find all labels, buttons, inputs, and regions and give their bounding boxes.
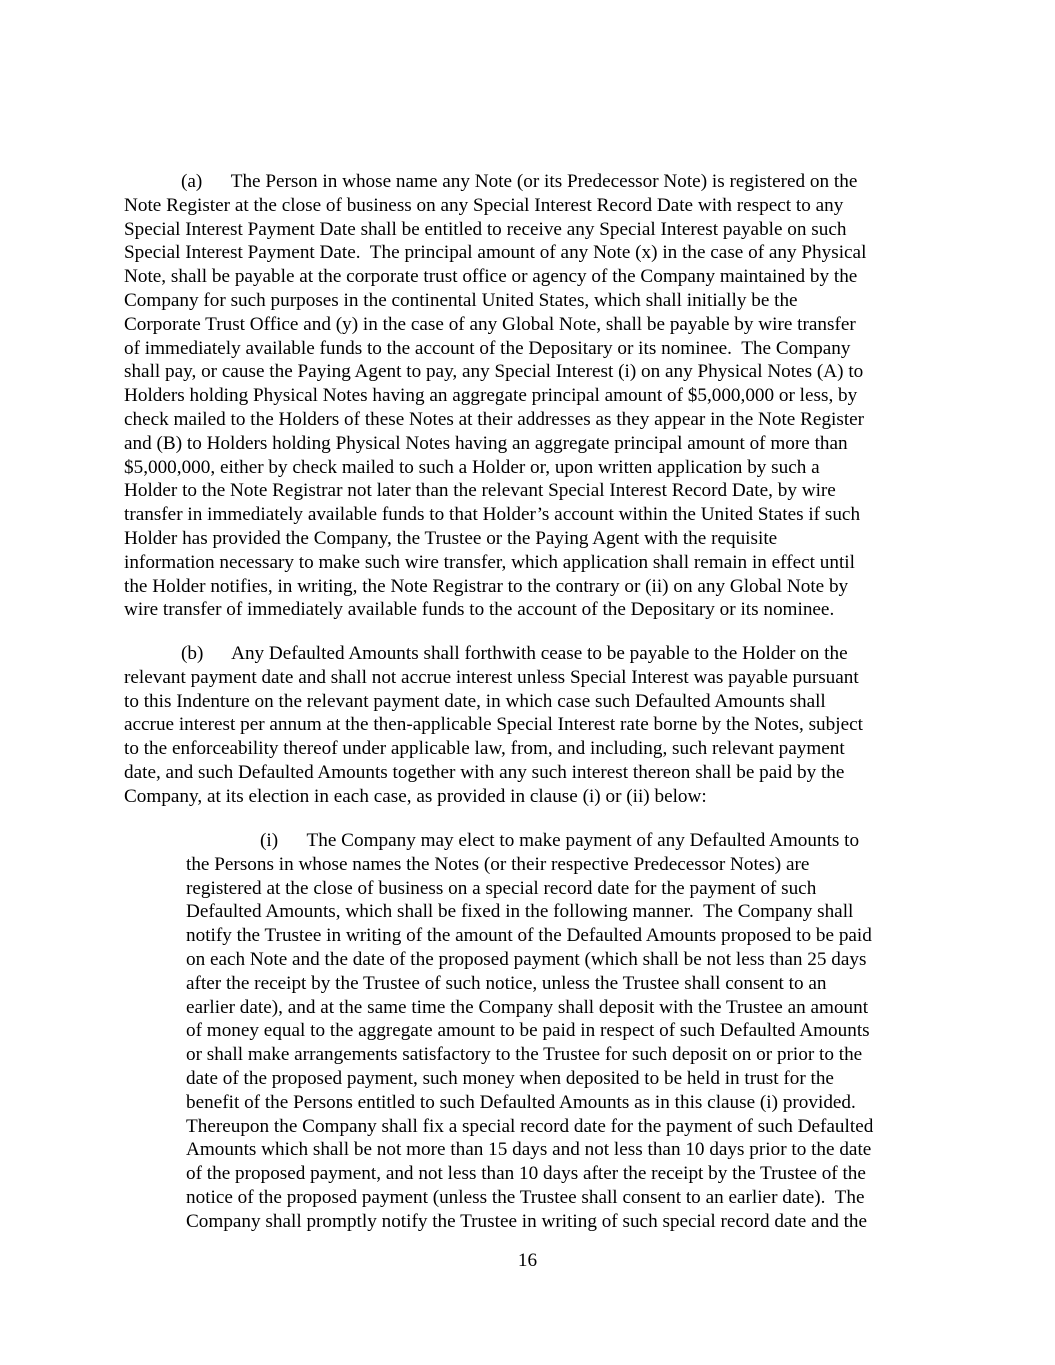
paragraph-line: earlier date), and at the same time the Company shall deposit with the Trustee an amount xyxy=(186,996,869,1018)
paragraph-line: of money equal to the aggregate amount to be paid in respect of such Defaulted Amounts xyxy=(186,1020,870,1042)
paragraph-line: Note, shall be payable at the corporate trust office or agency of the Company maintained by the xyxy=(124,266,858,288)
paragraph-line: Holders holding Physical Notes having an aggregate principal amount of $5,000,000 or less, by xyxy=(124,385,858,407)
paragraph-line: registered at the close of business on a special record date for the payment of such xyxy=(186,877,817,899)
paragraph-line: shall pay, or cause the Paying Agent to pay, any Special Interest (i) on any Physical Notes (A) to xyxy=(124,361,864,383)
paragraph-line: Holder to the Note Registrar not later than the relevant Special Interest Record Date, by wire xyxy=(124,480,836,502)
paragraph-line: or shall make arrangements satisfactory to the Trustee for such deposit on or prior to the xyxy=(186,1044,863,1066)
paragraph-line: of the proposed payment, and not less than 10 days after the receipt by the Trustee of the xyxy=(186,1163,866,1185)
paragraph-line: to the enforceability thereof under applicable law, from, and including, such relevant payment xyxy=(124,738,845,760)
paragraph-i xyxy=(186,829,936,1234)
paragraph-line: (a) The Person in whose name any Note (or its Predecessor Note) is registered on the xyxy=(181,171,858,192)
paragraph-line: benefit of the Persons entitled to such Defaulted Amounts as in this clause (i) provided. xyxy=(186,1091,856,1113)
paragraph-line: Thereupon the Company shall fix a special record date for the payment of such Defaulted xyxy=(186,1115,874,1137)
paragraph-line: Note Register at the close of business on any Special Interest Record Date with respect to any xyxy=(124,194,844,216)
paragraph-line: and (B) to Holders holding Physical Notes having an aggregate principal amount of more than xyxy=(124,432,848,454)
paragraph-line: Special Interest Payment Date shall be entitled to receive any Special Interest payable on such xyxy=(124,218,847,240)
paragraph-line: check mailed to the Holders of these Notes at their addresses as they appear in the Note Register xyxy=(124,408,865,430)
paragraph-line: to this Indenture on the relevant payment date, in which case such Defaulted Amounts shall xyxy=(124,690,826,712)
paragraph-line: Holder has provided the Company, the Trustee or the Paying Agent with the requisite xyxy=(124,527,778,549)
paragraph-line: wire transfer of immediately available funds to the account of the Depositary or its nominee. xyxy=(124,599,835,621)
paragraph-line: the Holder notifies, in writing, the Note Registrar to the contrary or (ii) on any Global Note by xyxy=(124,575,849,597)
paragraph-line: Corporate Trust Office and (y) in the case of any Global Note, shall be payable by wire transfer xyxy=(124,313,856,335)
paragraph-line: transfer in immediately available funds to that Holder’s account within the United States if such xyxy=(124,504,861,526)
paragraph-line: accrue interest per annum at the then-applicable Special Interest rate borne by the Notes, subject xyxy=(124,714,863,736)
paragraph-line: relevant payment date and shall not accrue interest unless Special Interest was payable pursuant xyxy=(124,666,859,688)
paragraph-line: (b) Any Defaulted Amounts shall forthwith cease to be payable to the Holder on the xyxy=(181,643,848,664)
paragraph-line: of immediately available funds to the account of the Depositary or its nominee. The Company xyxy=(124,337,851,359)
paragraph-line: Company, at its election in each case, as provided in clause (i) or (ii) below: xyxy=(124,785,707,807)
paragraph-line: date of the proposed payment, such money when deposited to be held in trust for the xyxy=(186,1067,834,1089)
paragraph-b xyxy=(124,642,932,809)
paragraph-line: on each Note and the date of the proposed payment (which shall be not less than 25 days xyxy=(186,948,867,970)
paragraph-line: notice of the proposed payment (unless the Trustee shall consent to an earlier date). The xyxy=(186,1186,865,1208)
paragraph-line: information necessary to make such wire transfer, which application shall remain in effect until xyxy=(124,551,855,573)
paragraph-line: Company shall promptly notify the Trustee in writing of such special record date and the xyxy=(186,1210,868,1232)
page-number: 16 xyxy=(517,1250,538,1271)
paragraph-line: date, and such Defaulted Amounts together with any such interest thereon shall be paid by the xyxy=(124,761,845,783)
paragraph-line: after the receipt by the Trustee of such notice, unless the Trustee shall consent to an xyxy=(186,972,827,994)
paragraph-line: the Persons in whose names the Notes (or their respective Predecessor Notes) are xyxy=(186,853,810,875)
paragraph-a xyxy=(124,170,932,622)
paragraph-line: (i) The Company may elect to make payment of any Defaulted Amounts to xyxy=(260,830,860,851)
paragraph-line: notify the Trustee in writing of the amount of the Defaulted Amounts proposed to be paid xyxy=(186,925,872,947)
paragraph-line: Defaulted Amounts, which shall be fixed in the following manner. The Company shall xyxy=(186,901,854,923)
paragraph-line: Special Interest Payment Date. The principal amount of any Note (x) in the case of any Physical xyxy=(124,242,867,264)
paragraph-line: Company for such purposes in the continental United States, which shall initially be the xyxy=(124,289,798,311)
paragraph-line: Amounts which shall be not more than 15 days and not less than 10 days prior to the date xyxy=(186,1139,872,1161)
paragraph-line: $5,000,000, either by check mailed to such a Holder or, upon written application by such a xyxy=(124,456,820,478)
